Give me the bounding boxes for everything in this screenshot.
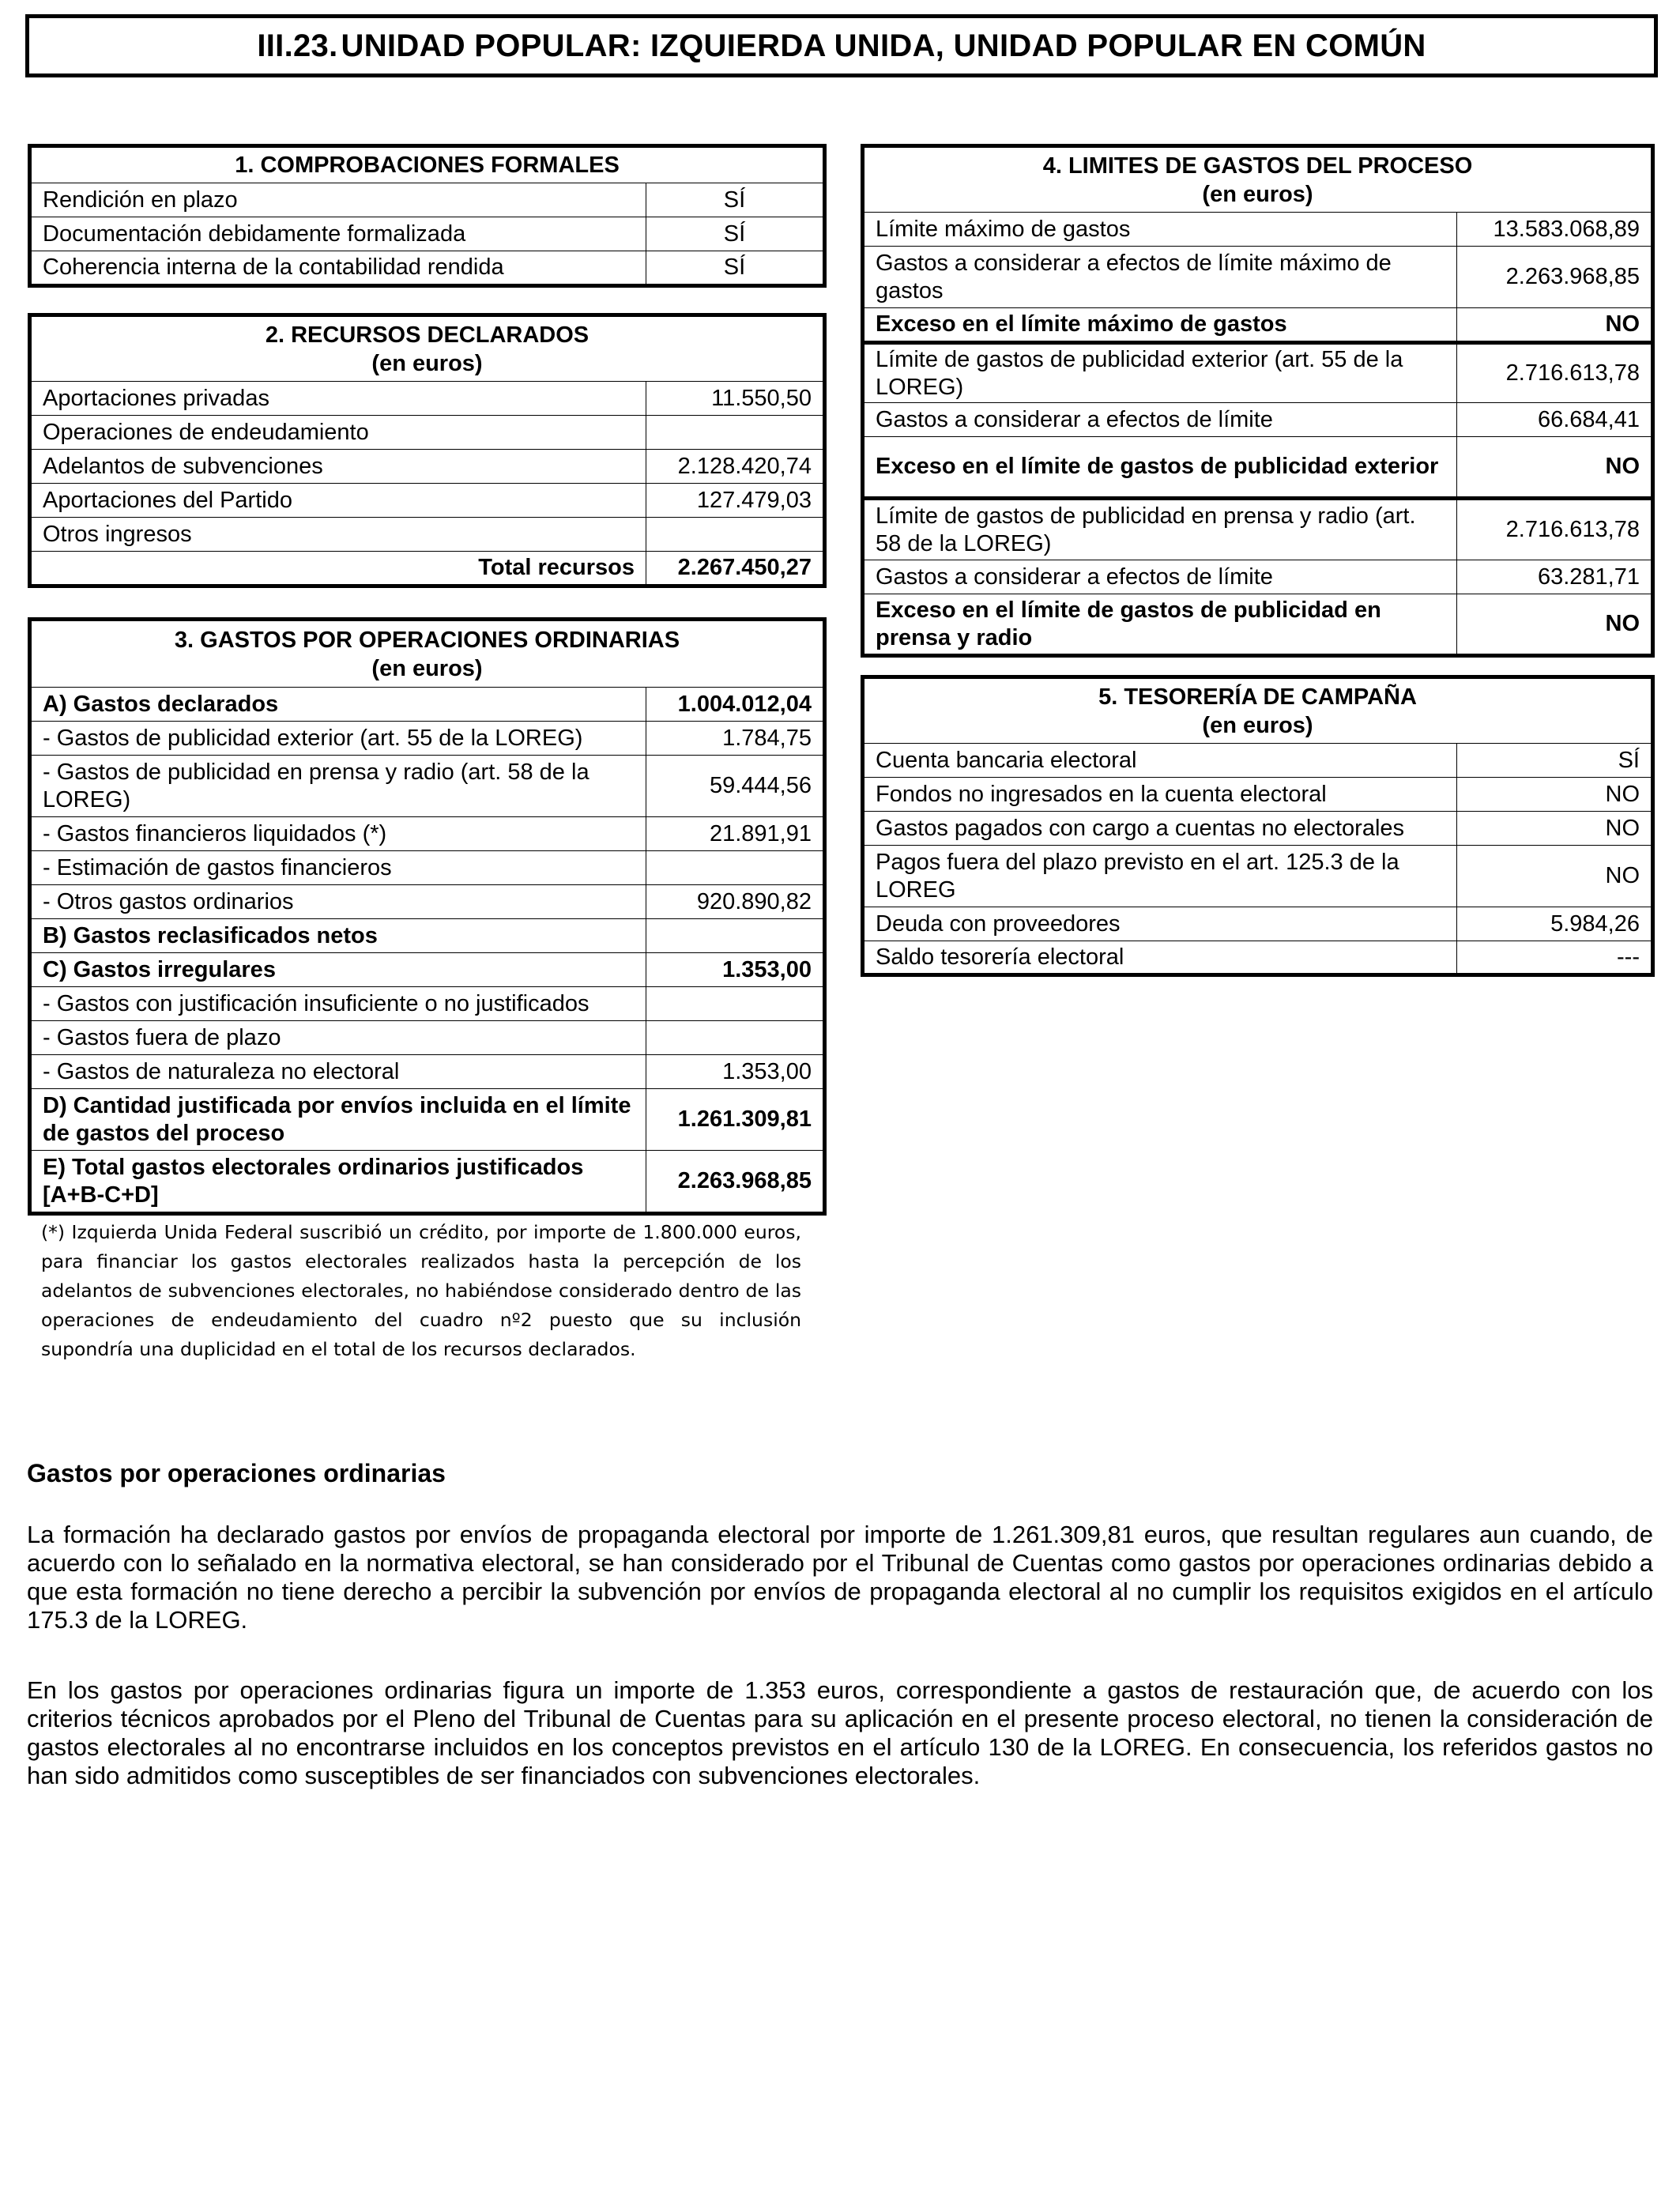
table-subheading: (en euros) xyxy=(1202,712,1313,738)
table-row: Aportaciones privadas 11.550,50 xyxy=(30,382,825,416)
table-row: Fondos no ingresados en la cuenta electoral NO xyxy=(863,778,1653,812)
table-row: - Gastos de naturaleza no electoral 1.353,00 xyxy=(30,1055,825,1089)
table-row: - Gastos fuera de plazo xyxy=(30,1021,825,1055)
table-gastos-ordinarias xyxy=(28,617,827,1216)
table-recursos-declarados xyxy=(28,313,827,588)
table-heading: 1. COMPROBACIONES FORMALES xyxy=(30,146,825,183)
table-comprobaciones-formales xyxy=(28,144,827,288)
table-row: Exceso en el límite de gastos de publicidad exterior NO xyxy=(863,437,1653,499)
total-row: Total recursos 2.267.450,27 xyxy=(30,552,825,586)
table-row: Gastos a considerar a efectos de límite 63.281,71 xyxy=(863,560,1653,594)
table-row: Coherencia interna de la contabilidad rendida SÍ xyxy=(30,251,825,286)
table-row: Gastos pagados con cargo a cuentas no electorales NO xyxy=(863,812,1653,846)
table-subheading: (en euros) xyxy=(1202,181,1313,207)
title-number: III.23. xyxy=(257,28,338,63)
table-row: Documentación debidamente formalizada SÍ xyxy=(30,217,825,251)
table-heading: 5. TESORERÍA DE CAMPAÑA xyxy=(1098,684,1417,710)
section-title: Gastos por operaciones ordinarias xyxy=(27,1459,446,1487)
table-heading: 2. RECURSOS DECLARADOS xyxy=(265,322,590,348)
table-row: Exceso en el límite de gastos de publicidad en prensa y radio NO xyxy=(863,594,1653,656)
table-row: - Gastos de publicidad en prensa y radio (art. 58 de la LOREG) 59.444,56 xyxy=(30,756,825,817)
table-subheading: (en euros) xyxy=(371,655,483,681)
table-row: C) Gastos irregulares 1.353,00 xyxy=(30,953,825,987)
table-row: Límite de gastos de publicidad exterior (art. 55 de la LOREG) 2.716.613,78 xyxy=(863,343,1653,403)
table-row: Gastos a considerar a efectos de límite 66.684,41 xyxy=(863,403,1653,437)
table-heading: 3. GASTOS POR OPERACIONES ORDINARIAS xyxy=(174,627,680,653)
table-heading: 4. LIMITES DE GASTOS DEL PROCESO xyxy=(1042,153,1473,179)
page-title xyxy=(25,14,1658,77)
table-row: Saldo tesorería electoral --- xyxy=(863,941,1653,975)
table-row: A) Gastos declarados 1.004.012,04 xyxy=(30,688,825,722)
table-row: Exceso en el límite máximo de gastos NO xyxy=(863,308,1653,343)
table-row: Gastos a considerar a efectos de límite máximo de gastos 2.263.968,85 xyxy=(863,247,1653,308)
title-text: UNIDAD POPULAR: IZQUIERDA UNIDA, UNIDAD POPULAR EN COMÚN xyxy=(341,28,1426,63)
table-row: Otros ingresos xyxy=(30,518,825,552)
paragraph-2: En los gastos por operaciones ordinarias figura un importe de 1.353 euros, correspondiente a gastos de restauración que, de acuerdo con los criterios técnicos aprobados por el Pleno del Tribunal de Cuentas para su aplicación en el presente proceso electoral, no tienen la consideración de gastos electorales al no encontrarse incluidos en los conceptos previstos en el artículo 130 de la LOREG. En consecuencia, los referidos gastos no han sido admitidos como susceptibles de ser financiados con subvenciones electorales. xyxy=(27,1676,1653,1789)
table-row: Aportaciones del Partido 127.479,03 xyxy=(30,484,825,518)
paragraph-1: La formación ha declarado gastos por envíos de propaganda electoral por importe de 1.261.309,81 euros, que resultan regulares aun cuando, de acuerdo con lo señalado en la normativa electoral, se han considerado por el Tribunal de Cuentas como gastos por operaciones ordinarias debido a que esta formación no tiene derecho a percibir la subvención por envíos de propaganda electoral al no cumplir los requisitos exigidos en el artículo 175.3 de la LOREG. xyxy=(27,1521,1653,1634)
table-row: Rendición en plazo SÍ xyxy=(30,183,825,217)
table-row: - Otros gastos ordinarios 920.890,82 xyxy=(30,885,825,919)
table-row: Adelantos de subvenciones 2.128.420,74 xyxy=(30,450,825,484)
table-row: - Estimación de gastos financieros xyxy=(30,851,825,885)
table-tesoreria-campana xyxy=(861,675,1655,977)
table-row: Deuda con proveedores 5.984,26 xyxy=(863,907,1653,941)
table-row: Cuenta bancaria electoral SÍ xyxy=(863,744,1653,778)
table-row: - Gastos financieros liquidados (*) 21.891,91 xyxy=(30,817,825,851)
table-row: B) Gastos reclasificados netos xyxy=(30,919,825,953)
table-limites-gastos xyxy=(861,144,1655,658)
table-subheading: (en euros) xyxy=(371,350,483,376)
table-row: E) Total gastos electorales ordinarios justificados [A+B-C+D] 2.263.968,85 xyxy=(30,1151,825,1214)
table-row: Límite de gastos de publicidad en prensa y radio (art. 58 de la LOREG) 2.716.613,78 xyxy=(863,499,1653,560)
table-row: Límite máximo de gastos 13.583.068,89 xyxy=(863,213,1653,247)
table-row: Pagos fuera del plazo previsto en el art. 125.3 de la LOREG NO xyxy=(863,846,1653,907)
table-row: D) Cantidad justificada por envíos incluida en el límite de gastos del proceso 1.261.309,81 xyxy=(30,1089,825,1151)
table-row: - Gastos de publicidad exterior (art. 55 de la LOREG) 1.784,75 xyxy=(30,722,825,756)
table-row: - Gastos con justificación insuficiente o no justificados xyxy=(30,987,825,1021)
table-row: Operaciones de endeudamiento xyxy=(30,416,825,450)
footnote: (*) Izquierda Unida Federal suscribió un crédito, por importe de 1.800.000 euros, para financiar los gastos electorales realizados hasta la percepción de los adelantos de subvenciones electorales, no habiéndose considerado dentro de las operaciones de endeudamiento del cuadro nº2 puesto que su inclusión supondría una duplicidad en el total de los recursos declarados. xyxy=(41,1221,801,1360)
